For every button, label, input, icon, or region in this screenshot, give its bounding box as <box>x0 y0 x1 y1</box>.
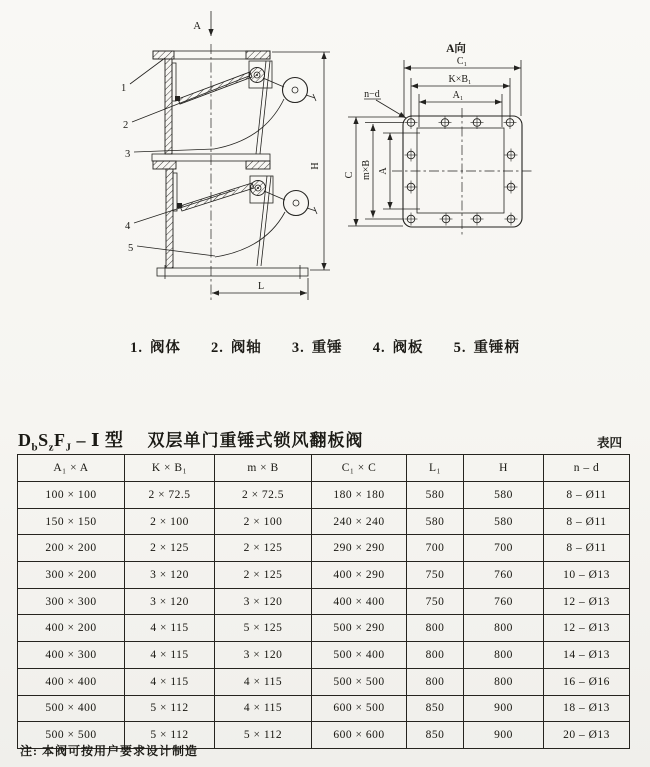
table-row <box>18 482 630 509</box>
caption-item <box>373 336 424 357</box>
table-cell: 8 – Ø11 <box>544 482 630 509</box>
outer-height-dim-label: C <box>344 171 355 179</box>
caption-item-name: 阀体 <box>149 340 181 356</box>
lever-arm-upper <box>214 99 284 149</box>
table-row <box>18 588 630 615</box>
table-cell: 4 × 115 <box>215 695 312 722</box>
table-cell: 12 – Ø13 <box>544 588 630 615</box>
table-cell: 2 × 125 <box>215 535 312 562</box>
table-header-row <box>18 455 630 482</box>
table-cell: 2 × 100 <box>125 508 215 535</box>
caption-item-number: 3. <box>291 340 305 356</box>
table-cell: 800 <box>407 668 464 695</box>
caption-item-name: 阀轴 <box>230 340 262 356</box>
opening-height-dim-label: A <box>378 167 389 175</box>
table-cell: 580 <box>407 508 464 535</box>
length-dimension-label: L <box>257 281 265 292</box>
table-cell: 2 × 72.5 <box>215 482 312 509</box>
caption-item <box>211 336 262 357</box>
valve-plate-lower <box>180 183 254 211</box>
table-row <box>18 642 630 669</box>
part-number-1: 1 <box>121 83 127 94</box>
column-header: A₁ × A <box>18 455 125 482</box>
part-number-5: 5 <box>128 243 134 254</box>
table-cell: 600 × 500 <box>312 695 407 722</box>
bolt-holes-label: n−d <box>364 89 380 100</box>
table-cell: 800 <box>464 668 544 695</box>
spec-table <box>17 454 630 749</box>
column-header: K × B₁ <box>125 455 215 482</box>
table-row <box>18 562 630 589</box>
lower-valve-body <box>166 169 317 268</box>
column-header: m × B <box>215 455 312 482</box>
table-cell: 580 <box>464 508 544 535</box>
view-a-label: A向 <box>446 43 466 55</box>
table-cell: 14 – Ø13 <box>544 642 630 669</box>
table-cell: 2 × 72.5 <box>125 482 215 509</box>
table-row <box>18 615 630 642</box>
table-cell: 400 × 200 <box>18 615 125 642</box>
table-cell: 10 – Ø13 <box>544 562 630 589</box>
part-number-2: 2 <box>123 120 129 131</box>
table-cell: 3 × 120 <box>125 562 215 589</box>
table-row <box>18 535 630 562</box>
caption-item-number: 1. <box>130 340 143 356</box>
table-cell: 500 × 400 <box>312 642 407 669</box>
note-text: 注: 本阀可按用户要求设计制造 <box>20 744 198 758</box>
table-cell: 3 × 120 <box>215 642 312 669</box>
left-dimensions <box>344 117 420 226</box>
caption-item-number: 4. <box>372 340 386 356</box>
caption-item <box>454 336 520 357</box>
table-cell: 700 <box>407 535 464 562</box>
upper-valve-body <box>165 59 316 154</box>
table-cell: 300 × 200 <box>18 562 125 589</box>
table-cell: 5 × 112 <box>215 722 312 749</box>
table-cell: 200 × 200 <box>18 535 125 562</box>
table-cell: 300 × 300 <box>18 588 125 615</box>
table-cell: 4 × 115 <box>125 615 215 642</box>
column-header: H <box>464 455 544 482</box>
base-flange <box>157 265 308 279</box>
column-header: L₁ <box>407 455 464 482</box>
table-cell: 500 × 290 <box>312 615 407 642</box>
table-cell: 8 – Ø11 <box>544 508 630 535</box>
table-cell: 800 <box>464 642 544 669</box>
table-cell: 760 <box>464 588 544 615</box>
table-row <box>18 508 630 535</box>
opening-width-dim-label: A₁ <box>452 90 464 101</box>
table-cell: 16 – Ø16 <box>544 668 630 695</box>
top-flange <box>153 51 270 59</box>
height-dimension <box>272 52 330 270</box>
model-code: $D_bS_zF_J$ – Ⅰ 型 <box>18 430 124 454</box>
table-cell: 5 × 112 <box>125 695 215 722</box>
flange-view-a-drawing <box>340 30 645 245</box>
spec-table-body <box>18 482 630 749</box>
table-cell: 8 – Ø11 <box>544 535 630 562</box>
table-row <box>18 695 630 722</box>
table-cell: 2 × 100 <box>215 508 312 535</box>
part-callouts <box>121 58 249 256</box>
table-cell: 4 × 115 <box>125 668 215 695</box>
table-cell: 180 × 180 <box>312 482 407 509</box>
column-header: n – d <box>544 455 630 482</box>
table-cell: 4 × 115 <box>215 668 312 695</box>
table-cell: 700 <box>464 535 544 562</box>
length-dimension <box>212 278 308 300</box>
counterweight-upper <box>283 78 308 103</box>
table-cell: 400 × 400 <box>312 588 407 615</box>
table-cell: 290 × 290 <box>312 535 407 562</box>
table-cell: 20 – Ø13 <box>544 722 630 749</box>
caption-item <box>130 336 181 357</box>
table-cell: 12 – Ø13 <box>544 615 630 642</box>
flow-direction-arrow <box>193 11 211 36</box>
bolt-height-dim-label: m×B <box>361 159 372 181</box>
height-dimension-label: H <box>310 162 321 170</box>
table-cell: 500 × 400 <box>18 695 125 722</box>
column-header: C₁ × C <box>312 455 407 482</box>
caption-item-name: 重锤 <box>311 340 343 356</box>
table-cell: 400 × 400 <box>18 668 125 695</box>
part-number-4: 4 <box>125 221 131 232</box>
table-cell: 850 <box>407 695 464 722</box>
table-cell: 5 × 112 <box>125 722 215 749</box>
table-cell: 240 × 240 <box>312 508 407 535</box>
table-cell: 900 <box>464 695 544 722</box>
section-title <box>18 426 363 454</box>
table-cell: 580 <box>407 482 464 509</box>
table-cell: 760 <box>464 562 544 589</box>
table-cell: 400 × 290 <box>312 562 407 589</box>
flow-direction-label: A <box>193 21 201 32</box>
table-cell: 2 × 125 <box>215 562 312 589</box>
table-cell: 3 × 120 <box>215 588 312 615</box>
table-row <box>18 668 630 695</box>
counterweight-lower <box>284 191 309 216</box>
outer-width-dim-label: C₁ <box>456 56 468 67</box>
bolt-width-dim-label: K×B₁ <box>448 74 472 85</box>
table-cell: 600 × 600 <box>312 722 407 749</box>
table-cell: 100 × 100 <box>18 482 125 509</box>
table-cell: 800 <box>464 615 544 642</box>
caption-item-name: 重锤柄 <box>473 340 520 356</box>
table-cell: 800 <box>407 642 464 669</box>
table-cell: 750 <box>407 562 464 589</box>
table-cell: 500 × 500 <box>312 668 407 695</box>
flange-opening <box>417 128 504 213</box>
table-cell: 2 × 125 <box>125 535 215 562</box>
table-number-tag: 表四 <box>596 436 622 450</box>
table-cell: 4 × 115 <box>125 642 215 669</box>
table-cell: 800 <box>407 615 464 642</box>
table-cell: 750 <box>407 588 464 615</box>
table-cell: 18 – Ø13 <box>544 695 630 722</box>
lever-arm-lower <box>215 212 285 257</box>
table-cell: 900 <box>464 722 544 749</box>
caption-item-number: 5. <box>453 340 467 356</box>
table-cell: 850 <box>407 722 464 749</box>
caption-item <box>292 336 343 357</box>
caption-item-name: 阀板 <box>392 340 424 356</box>
valve-section-drawing <box>105 5 340 315</box>
table-cell: 580 <box>464 482 544 509</box>
part-number-3: 3 <box>125 149 131 160</box>
table-cell: 400 × 300 <box>18 642 125 669</box>
parts-caption <box>0 336 650 357</box>
table-cell: 150 × 150 <box>18 508 125 535</box>
caption-item-number: 2. <box>210 340 224 356</box>
table-cell: 500 × 500 <box>18 722 125 749</box>
valve-name: 双层单门重锤式锁风翻板阀 <box>147 431 364 450</box>
table-cell: 3 × 120 <box>125 588 215 615</box>
bolt-holes-callout <box>364 89 406 118</box>
model-suffix: – Ⅰ 型 <box>71 430 124 450</box>
table-cell: 5 × 125 <box>215 615 312 642</box>
